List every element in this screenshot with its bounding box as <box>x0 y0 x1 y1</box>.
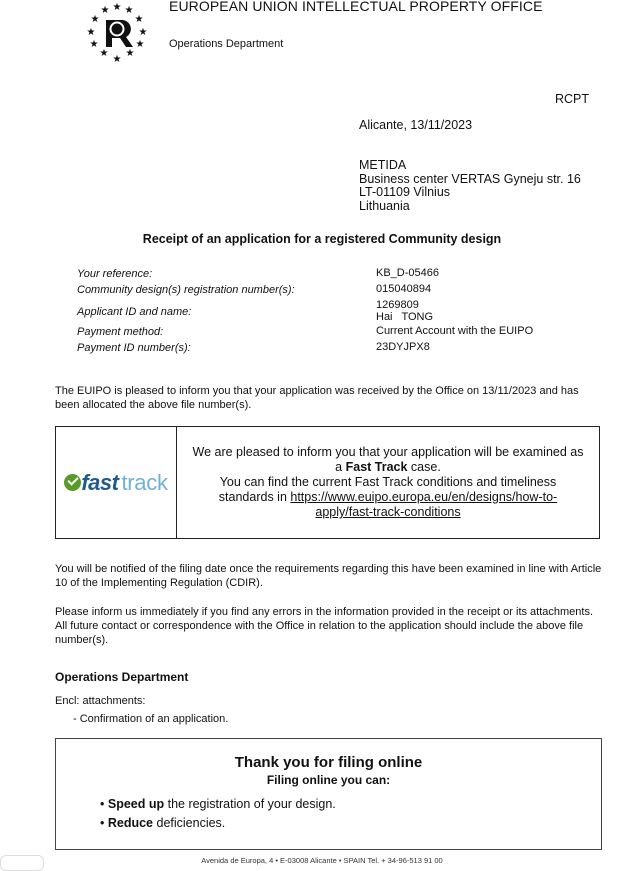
fast-track-line3: You can find the current Fast Track conditions and timeliness <box>219 475 557 489</box>
place-date: Alicante, 13/11/2023 <box>359 118 473 132</box>
svg-text:★: ★ <box>134 14 144 25</box>
recipient-line1: Business center VERTAS Gyneju str. 16 <box>359 171 581 186</box>
benefit-item: • Speed up the registration of your design. <box>100 797 336 811</box>
intro-paragraph: The EUIPO is pleased to inform you that your application was received by the Office on 13/11/2023 and has been allocated the above file number(s). <box>55 385 579 411</box>
applicant-id: 1269809 <box>376 299 419 311</box>
svg-text:★: ★ <box>138 27 148 38</box>
svg-text:★: ★ <box>135 39 145 50</box>
thank-you-box <box>55 738 602 850</box>
recipient-country: Lithuania <box>359 198 410 213</box>
text: a <box>335 460 346 474</box>
fast-track-conditions-link-cont[interactable]: apply/fast-track-conditions <box>315 505 461 519</box>
detail-value: 23DYJPX8 <box>376 341 430 353</box>
svg-text:★: ★ <box>89 39 99 50</box>
recipient-line2: LT-01109 Vilnius <box>359 185 451 199</box>
svg-text:★: ★ <box>124 5 134 16</box>
svg-text:★: ★ <box>112 54 122 65</box>
footer-address: Avenida de Europa, 4 • E-03008 Alicante • SPAIN Tel. + 34-96-513 91 00 <box>201 856 443 865</box>
fast-track-conditions-link[interactable]: https://www.euipo.europa.eu/en/designs/how-to- <box>290 490 558 504</box>
detail-label: Applicant ID and name: <box>77 306 192 318</box>
detail-label: Your reference: <box>77 268 153 280</box>
checkmark-icon <box>64 474 81 491</box>
fast-track-logo-fast: fast <box>81 469 119 495</box>
benefit-bold: Reduce <box>107 816 154 830</box>
svg-text:★: ★ <box>90 14 100 25</box>
detail-label: Payment method: <box>77 326 164 338</box>
detail-value: KB_D-05466 <box>376 267 439 279</box>
svg-text:★: ★ <box>112 2 122 13</box>
svg-text:★: ★ <box>100 5 110 16</box>
text: standards in <box>218 490 291 504</box>
fast-track-emphasis: Fast Track <box>345 460 408 474</box>
filing-date-paragraph: You will be notified of the filing date once the requirements regarding this have been examined in line with Article 10 of the Implementing Regulation (CDIR). <box>55 563 602 589</box>
errors-paragraph: Please inform us immediately if you find any errors in the information provided in the receipt or its attachments. All future contact or correspondence with the Office in relation to the application should include the above file number(s). <box>55 606 594 646</box>
euipo-stars-r-icon <box>82 0 152 66</box>
text: case. <box>407 460 441 474</box>
applicant-name: Hai TONG <box>376 310 434 323</box>
fast-track-text <box>177 427 599 538</box>
benefit-bold: Speed up <box>107 797 165 811</box>
svg-text:★: ★ <box>125 48 135 59</box>
detail-value: Current Account with the EUIPO <box>376 325 534 337</box>
fast-track-line2 <box>335 460 441 475</box>
svg-text:★: ★ <box>99 48 109 59</box>
benefit-text: deficiencies. <box>153 816 226 830</box>
fast-track-logo <box>56 427 177 538</box>
benefit-item: • Reduce deficiencies. <box>100 816 226 830</box>
fast-track-line1: We are pleased to inform you that your application will be examined as <box>192 445 584 459</box>
document-code: RCPT <box>555 92 590 106</box>
fast-track-line4 <box>219 490 557 505</box>
recipient-name: METIDA <box>359 158 407 172</box>
signature: Operations Department <box>55 670 189 684</box>
fast-track-logo-track: track <box>121 469 168 495</box>
thank-you-subtitle: Filing online you can: <box>266 773 391 787</box>
detail-label: Community design(s) registration number(s): <box>77 284 295 296</box>
fast-track-line5 <box>315 505 460 520</box>
document-title: Receipt of an application for a registered Community design <box>142 232 502 246</box>
thank-you-title: Thank you for filing online <box>234 754 423 771</box>
recipient-address <box>359 159 581 213</box>
enclosures-label: Encl: attachments: <box>55 695 146 707</box>
detail-value <box>376 300 433 323</box>
benefit-text: the registration of your design. <box>164 797 336 811</box>
detail-label: Payment ID number(s): <box>77 342 191 354</box>
enclosure-item: - Confirmation of an application. <box>73 713 229 725</box>
organization-name: EUROPEAN UNION INTELLECTUAL PROPERTY OFFICE <box>169 0 543 14</box>
svg-text:★: ★ <box>86 27 96 38</box>
benefits-list <box>100 795 336 833</box>
euipo-logo <box>82 0 152 66</box>
department-name: Operations Department <box>169 38 284 50</box>
detail-value: 015040894 <box>376 283 432 295</box>
fast-track-box <box>55 426 600 539</box>
